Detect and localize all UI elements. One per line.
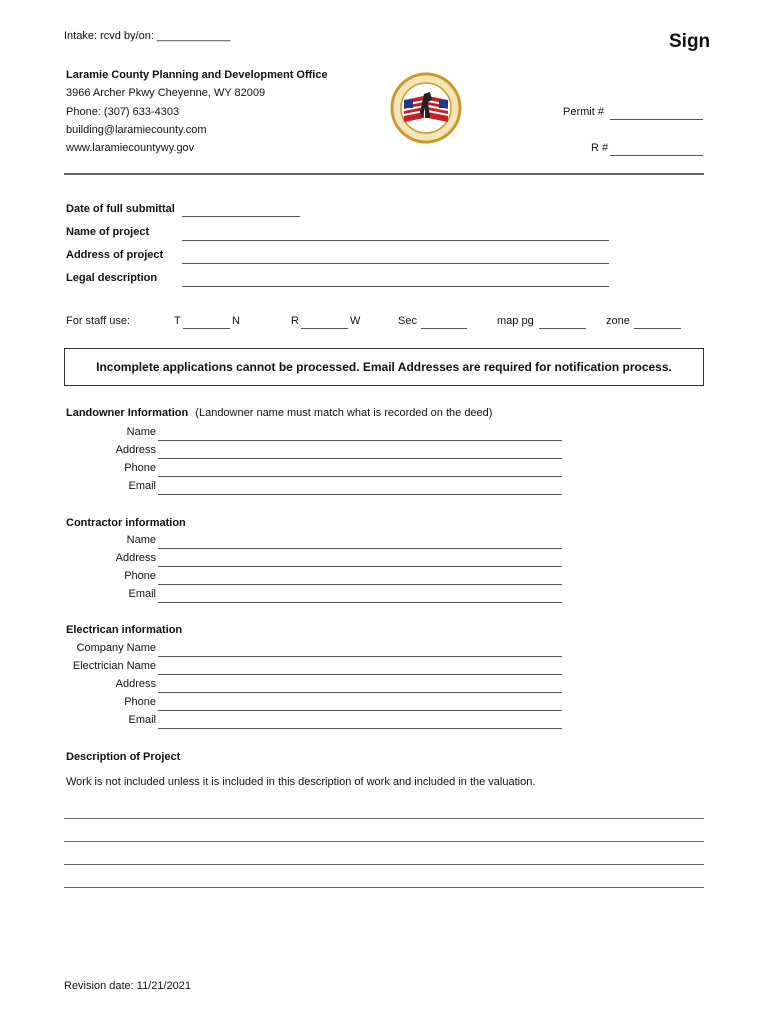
county-seal-icon xyxy=(390,72,462,144)
electrician-name-label: Electrician Name xyxy=(72,660,156,672)
contractor-email-label: Email xyxy=(128,588,156,600)
zone-field[interactable] xyxy=(634,328,681,329)
sign-heading: Sign xyxy=(669,31,711,52)
project-address-field[interactable] xyxy=(182,263,609,264)
landowner-note: (Landowner name must match what is recorded on the deed) xyxy=(195,407,493,419)
legal-description-label: Legal description xyxy=(66,272,158,284)
office-name: Laramie County Planning and Development Office xyxy=(66,69,328,81)
contractor-phone-field[interactable] xyxy=(158,584,562,585)
description-line-2[interactable] xyxy=(64,841,704,842)
description-title: Description of Project xyxy=(66,751,181,763)
range-label: R xyxy=(291,315,299,327)
description-line-3[interactable] xyxy=(64,864,704,865)
landowner-address-field[interactable] xyxy=(158,458,562,459)
legal-description-field[interactable] xyxy=(182,286,609,287)
map-page-label: map pg xyxy=(497,315,534,327)
contractor-email-field[interactable] xyxy=(158,602,562,603)
project-name-field[interactable] xyxy=(182,240,609,241)
north-label: N xyxy=(232,315,240,327)
project-name-label: Name of project xyxy=(66,226,150,238)
electrician-phone-field[interactable] xyxy=(158,710,562,711)
staff-use-label: For staff use: xyxy=(66,315,130,327)
r-number-field[interactable] xyxy=(610,155,703,156)
electrician-address-label: Address xyxy=(115,678,156,690)
electrician-email-label: Email xyxy=(128,714,156,726)
office-website[interactable]: www.laramiecountywy.gov xyxy=(66,142,195,154)
landowner-email-label: Email xyxy=(128,480,156,492)
landowner-email-field[interactable] xyxy=(158,494,562,495)
section-label: Sec xyxy=(398,315,417,327)
revision-date: Revision date: 11/21/2021 xyxy=(64,980,191,992)
intake-note: Intake: rcvd by/on: ____________ xyxy=(64,30,231,42)
section-field[interactable] xyxy=(421,328,467,329)
contractor-title: Contractor information xyxy=(66,517,186,529)
range-field[interactable] xyxy=(301,328,348,329)
description-note: Work is not included unless it is included in this description of work and included in the valuation. xyxy=(66,776,536,788)
permit-number-field[interactable] xyxy=(610,119,703,120)
date-field[interactable] xyxy=(182,216,300,217)
electrician-email-field[interactable] xyxy=(158,728,562,729)
west-label: W xyxy=(350,315,361,327)
township-field[interactable] xyxy=(183,328,230,329)
electrician-company-field[interactable] xyxy=(158,656,562,657)
notice-text: Incomplete applications cannot be processed. Email Addresses are required for notification process. xyxy=(96,360,672,374)
landowner-name-label: Name xyxy=(126,426,156,438)
landowner-title: Landowner Information xyxy=(66,407,189,419)
contractor-name-label: Name xyxy=(126,534,156,546)
notice-box xyxy=(64,348,704,386)
contractor-address-field[interactable] xyxy=(158,566,562,567)
project-address-label: Address of project xyxy=(66,249,164,261)
electrician-title: Electrican information xyxy=(66,624,183,636)
electrician-name-field[interactable] xyxy=(158,674,562,675)
township-label: T xyxy=(174,315,181,327)
landowner-phone-label: Phone xyxy=(124,462,156,474)
contractor-address-label: Address xyxy=(115,552,156,564)
landowner-phone-field[interactable] xyxy=(158,476,562,477)
header-divider xyxy=(64,173,704,175)
r-label: R # xyxy=(591,142,609,154)
office-address: 3966 Archer Pkwy Cheyenne, WY 82009 xyxy=(66,87,266,99)
landowner-name-field[interactable] xyxy=(158,440,562,441)
zone-label: zone xyxy=(606,315,630,327)
contractor-phone-label: Phone xyxy=(124,570,156,582)
date-label: Date of full submittal xyxy=(66,203,175,215)
electrician-phone-label: Phone xyxy=(124,696,156,708)
office-email[interactable]: building@laramiecounty.com xyxy=(66,124,207,136)
landowner-heading xyxy=(66,407,492,419)
permit-label: Permit # xyxy=(563,106,604,118)
office-phone: Phone: (307) 633-4303 xyxy=(66,106,180,118)
electrician-address-field[interactable] xyxy=(158,692,562,693)
description-line-1[interactable] xyxy=(64,818,704,819)
map-page-field[interactable] xyxy=(539,328,586,329)
electrician-company-label: Company Name xyxy=(76,642,156,654)
landowner-address-label: Address xyxy=(115,444,156,456)
contractor-name-field[interactable] xyxy=(158,548,562,549)
description-line-4[interactable] xyxy=(64,887,704,888)
